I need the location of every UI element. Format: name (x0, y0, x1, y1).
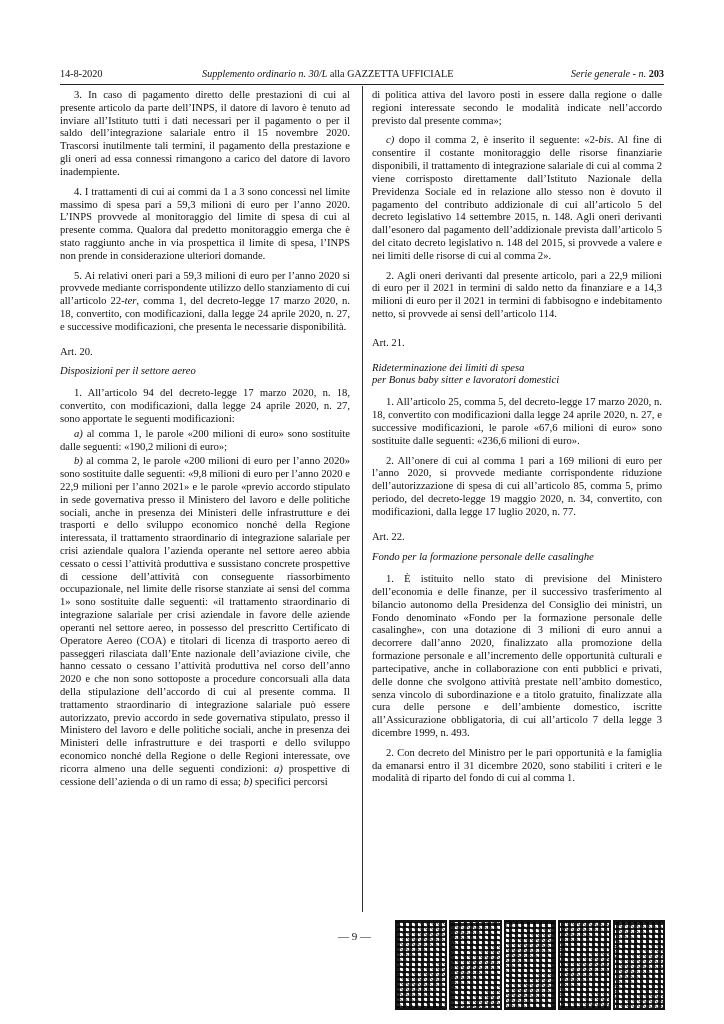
art20-item-b-text-1: al comma 2, le parole «200 milioni di euro per l’anno 2020» sono sostituite dalle seguenti: «9,8 milioni di euro per l’anno 2020 e 22,9 milioni per l’anno 2021» e le parole «previo accordo stipulato in sede governativa presso il Ministero del lavoro e delle politiche sociali, anche in presenza dei Ministeri delle infrastrutture e dei trasporti e dello sviluppo economico nonché della Regione interessata, il trattamento straordinario di integrazione salariale per crisi aziendale qualora l’azienda operante nel settore aereo abbia cessato o cessi l’attività produttiva e sussistano concrete prospettive di cessione dell’attività con conseguente riassorbimento occupazionale, nel limite delle risorse stanziate ai sensi del comma 1» sono sostituite dalle seguenti: «il trattamento straordinario di integrazione salariale per crisi aziendale in favore delle aziende operanti nel settore aereo, in possesso del prescritto Certificato di Operatore Aereo (COA) e titolari di licenza di trasporto aereo di passeggeri rilasciata dall’Ente nazionale dell’aviazione civile, che hanno cessato o cessano l’attività produttiva nel corso dell’anno 2020 e che non sono sottoposte a procedure concorsuali alla data della stipulazione dell’accordo di cui al presente comma. Il trattamento straordinario di integrazione salariale può essere autorizzato, previo accordo in sede governativa stipulato, presso il Ministero del lavoro e delle politiche sociali, anche in presenza dei Ministeri delle infrastrutture e dei trasporti e dello sviluppo economico nonché della Regione o delle Regioni interessate, ove ricorra almeno una delle seguenti condizioni: (60, 456, 350, 775)
header-date: 14-8-2020 (60, 69, 103, 80)
art19-p5-text-b: , comma 1, del decreto-legge 17 marzo 2020, n. 18, convertito, con modificazioni, dalla legge 24 aprile 2020, n. 27, e successive modificazioni, che presenta le necessarie disponibilità. (60, 296, 350, 333)
art20-item-b-text-2: prospettive di cessione dell’azienda o di un ramo di essa; (60, 763, 350, 788)
art19-paragraph-4: 4. I trattamenti di cui ai commi da 1 a 3 sono concessi nel limite massimo di spesa pari a 59,3 milioni di euro per l’anno 2020. L’INPS provvede al monitoraggio del limite di spesa di cui al presente comma. Qualora dal predetto monitoraggio emerga che è stato raggiunto anche in via prospettica il limite di spesa, l’INPS non prende in considerazione ulteriori domande. (60, 186, 350, 262)
art20-item-c-text-2: . Al fine di consentire il costante monitoraggio delle risorse finanziarie disponibili, il trattamento di integrazione salariale di cui al comma 2 viene corrisposto direttamente dall’Istituto Nazionale della Previdenza Sociale ed in relazione allo stesso non è dovuto il pagamento del contributo addizionale di cui all’articolo 5 del decreto legislativo 14 settembre 2015, n. 148. Agli oneri derivanti dall’esonero dal pagamento dell’addizionale prevista dall’articolo 5 del citato decreto legislativo n. 148 del 2015, si provvede a valere e nei limiti delle risorse di cui al comma 2». (372, 135, 662, 262)
art19-p5-text-a: 5. Ai relativi oneri pari a 59,3 milioni di euro per l’anno 2020 si provvede mediante corrispondente utilizzo dello stanziamento di cui all’articolo 22- (60, 270, 350, 308)
art21-title-line-2: per Bonus baby sitter e lavoratori domestici (372, 375, 560, 387)
art20-continuation: di politica attiva del lavoro posti in essere dalla regione o dalle regioni interessate secondo le modalità indicate nell’accordo previsto dal presente comma»; (372, 90, 662, 127)
art21-paragraph-1: 1. All’articolo 25, comma 5, del decreto-legge 17 marzo 2020, n. 18, convertito con modificazioni dalla legge 24 aprile 2020, n. 27, e successive modificazioni, le parole «67,6 milioni di euro» sono sostituite dalle seguenti: «236,6 milioni di euro». (372, 397, 662, 447)
datamatrix-codes (395, 920, 665, 1010)
art20-item-b-text-3: specifici percorsi (252, 776, 328, 788)
datamatrix-code-icon (395, 920, 447, 1010)
art20-item-b-letter: b) (74, 456, 83, 468)
art20-item-b (60, 456, 350, 789)
header-series-number: 203 (648, 69, 664, 80)
art20-heading: Art. 20. (60, 346, 93, 358)
art20-item-c-bis: bis (598, 135, 611, 147)
art20-item-a-text: al comma 1, le parole «200 milioni di euro» sono sostituite dalle seguenti: «190,2 milioni di euro»; (60, 428, 350, 453)
art20-item-b-sub-a: a) (273, 763, 283, 775)
art20-item-c-text-1: dopo il comma 2, è inserito il seguente: «2- (394, 135, 599, 147)
art22-paragraph-2: 2. Con decreto del Ministro per le pari opportunità e la famiglia da emanarsi entro il 31 dicembre 2020, sono stabiliti i criteri e le modalità di riparto del fondo di cui al comma 1. (372, 747, 662, 785)
art22-paragraph-1: 1. È istituito nello stato di previsione del Ministero dell’economia e delle finanze, per il successivo trasferimento al bilancio autonomo della Presidenza del Consiglio dei ministri, un Fondo denominato «Fondo per la formazione personale delle casalinghe», con una dotazione di 3 milioni di euro annui a decorrere dall’anno 2020, finalizzato alla promozione della formazione personale e all’incremento delle opportunità culturali e partecipative, anche in collaborazione con enti pubblici e privati, delle donne che svolgono attività prestate nell’ambito domestico, senza vincolo di subordinazione e a titolo gratuito, finalizzate alla cura delle persone e dell’ambiente domestico, iscritte all’Assicurazione obbligatoria, di cui all’articolo 7 della legge 3 dicembre 1999, n. 493. (372, 574, 662, 739)
art20-item-c (372, 135, 662, 263)
art20-item-a (60, 429, 350, 455)
page-number: — 9 — (338, 931, 371, 943)
art19-paragraph-3: 3. In caso di pagamento diretto delle prestazioni di cui al presente articolo da parte dell’INPS, il datore di lavoro è tenuto ad inviare all’Istituto tutti i dati necessari per il pagamento o per il saldo dell’integrazione salariale entro il 15 novembre 2020. Trascorsi inutilmente tali termini, il pagamento della prestazione e gli oneri ad essa connessi rimangono a carico del datore di lavoro inadempiente. (60, 90, 350, 178)
header-series-label: Serie generale - n. (570, 69, 649, 80)
left-column (60, 90, 350, 796)
art19-paragraph-5 (60, 271, 350, 335)
art22-heading: Art. 22. (372, 531, 405, 543)
art21-heading: Art. 21. (372, 337, 405, 349)
right-column (372, 90, 662, 793)
column-divider (362, 86, 363, 912)
header-publication-gazette: alla GAZZETTA UFFICIALE (327, 69, 454, 80)
art21-title-line-1: Rideterminazione dei limiti di spesa (372, 362, 525, 374)
art20-item-b-sub-b: b) (243, 776, 253, 788)
datamatrix-code-icon (449, 920, 501, 1010)
art22-title: Fondo per la formazione personale delle casalinghe (372, 552, 594, 564)
header-publication (202, 69, 454, 80)
art20-item-a-letter: a) (74, 428, 83, 440)
art20-item-c-letter: c) (386, 135, 395, 147)
page-header (60, 69, 664, 83)
art20-paragraph-1: 1. All’articolo 94 del decreto-legge 17 marzo 2020, n. 18, convertito, con modificazioni, dalla legge 24 aprile 2020, n. 27, sono apportate le seguenti modificazioni: (60, 388, 350, 425)
datamatrix-code-icon (504, 920, 556, 1010)
header-series (571, 69, 664, 80)
datamatrix-code-icon (558, 920, 610, 1010)
art20-title: Disposizioni per il settore aereo (60, 366, 196, 378)
art21-paragraph-2: 2. All’onere di cui al comma 1 pari a 169 milioni di euro per l’anno 2020, si provvede mediante corrispondente riduzione dell’autorizzazione di spesa di cui all’articolo 85, comma 5, primo periodo, del decreto-legge 19 maggio 2020, n. 34, convertito, con modificazioni, dalla legge 17 luglio 2020, n. 77. (372, 455, 662, 518)
datamatrix-code-icon (613, 920, 665, 1010)
header-publication-supplement: Supplemento ordinario n. 30/L (202, 69, 328, 80)
art19-p5-ter: ter (124, 296, 137, 308)
header-rule (60, 84, 664, 85)
art20-paragraph-2: 2. Agli oneri derivanti dal presente articolo, pari a 22,9 milioni di euro per il 2021 in termini di saldo netto da finanziare e a 14,3 milioni di euro per il 2021 in termini di fabbisogno e indebitamento netto, si provvede ai sensi dell’articolo 114. (372, 270, 662, 320)
